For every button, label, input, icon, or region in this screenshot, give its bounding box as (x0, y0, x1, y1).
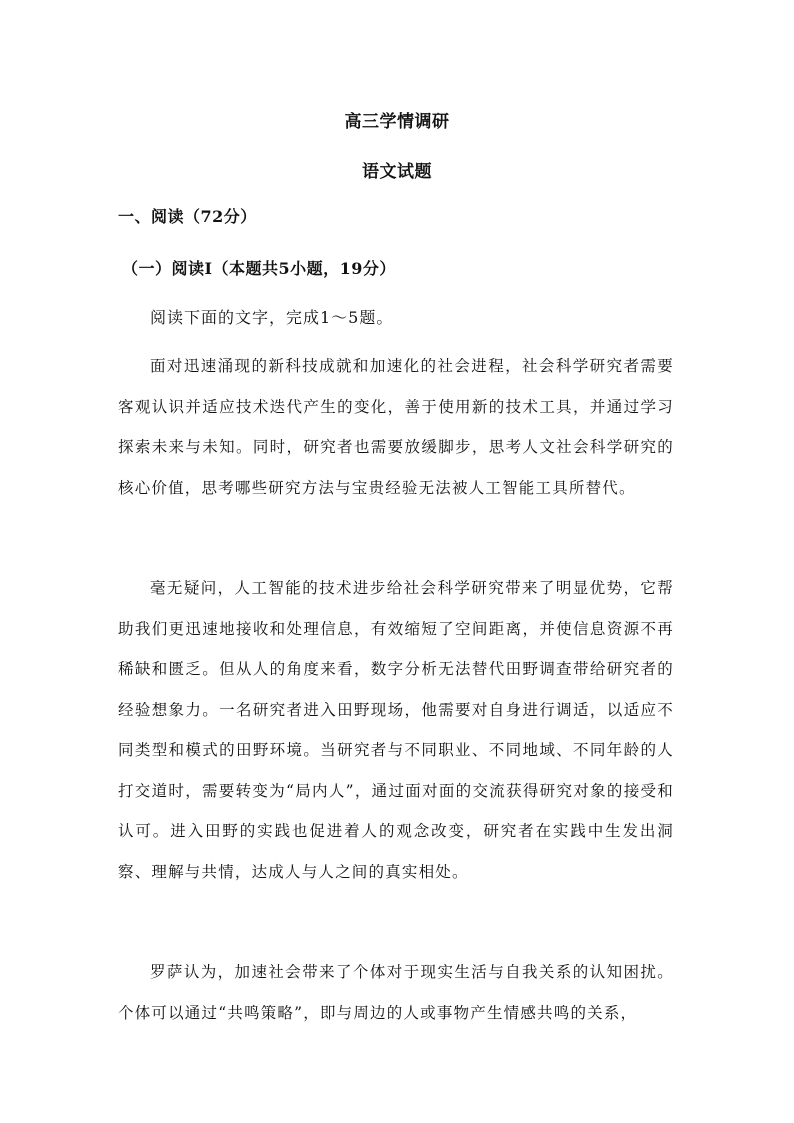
reading-instruction: 阅读下面的文字，完成1～5题。 (150, 308, 394, 327)
subsection-heading-reading-1: （一）阅读Ⅰ（本题共5小题，19分） (122, 259, 396, 278)
passage-paragraph-3: 罗萨认为，加速社会带来了个体对于现实生活与自我关系的认知困扰。个体可以通过“共鸣策略”，即与周边的人或事物产生情感共鸣的关系， (118, 963, 674, 1022)
document-title: 高三学情调研 (344, 112, 450, 132)
passage-paragraph-2: 毫无疑问，人工智能的技术进步给社会科学研究带来了明显优势，它帮助我们更迅速地接收和处理信息，有效缩短了空间距离，并使信息资源不再稀缺和匮乏。但从人的角度来看，数字分析无法替代田野调查带给研究者的经验想象力。一名研究者进入田野现场，他需要对自身进行调适，以适应不同类型和模式的田野环境。当研究者与不同职业、不同地域、不同年龄的人打交道时，需要转变为“局内人”，通过面对面的交流获得研究对象的接受和认可。进入田野的实践也促进着人的观念改变，研究者在实践中生发出洞察、理解与共情，达成人与人之间的真实相处。 (118, 579, 674, 881)
document-subtitle: 语文试题 (362, 162, 432, 182)
section-heading-reading: 一、阅读（72分） (118, 207, 257, 226)
passage-paragraph-1: 面对迅速涌现的新科技成就和加速化的社会进程，社会科学研究者需要客观认识并适应技术迭代产生的变化，善于使用新的技术工具，并通过学习探索未来与未知。同时，研究者也需要放缓脚步，思考人文社会科学研究的核心价值，思考哪些研究方法与宝贵经验无法被人工智能工具所替代。 (118, 357, 674, 497)
